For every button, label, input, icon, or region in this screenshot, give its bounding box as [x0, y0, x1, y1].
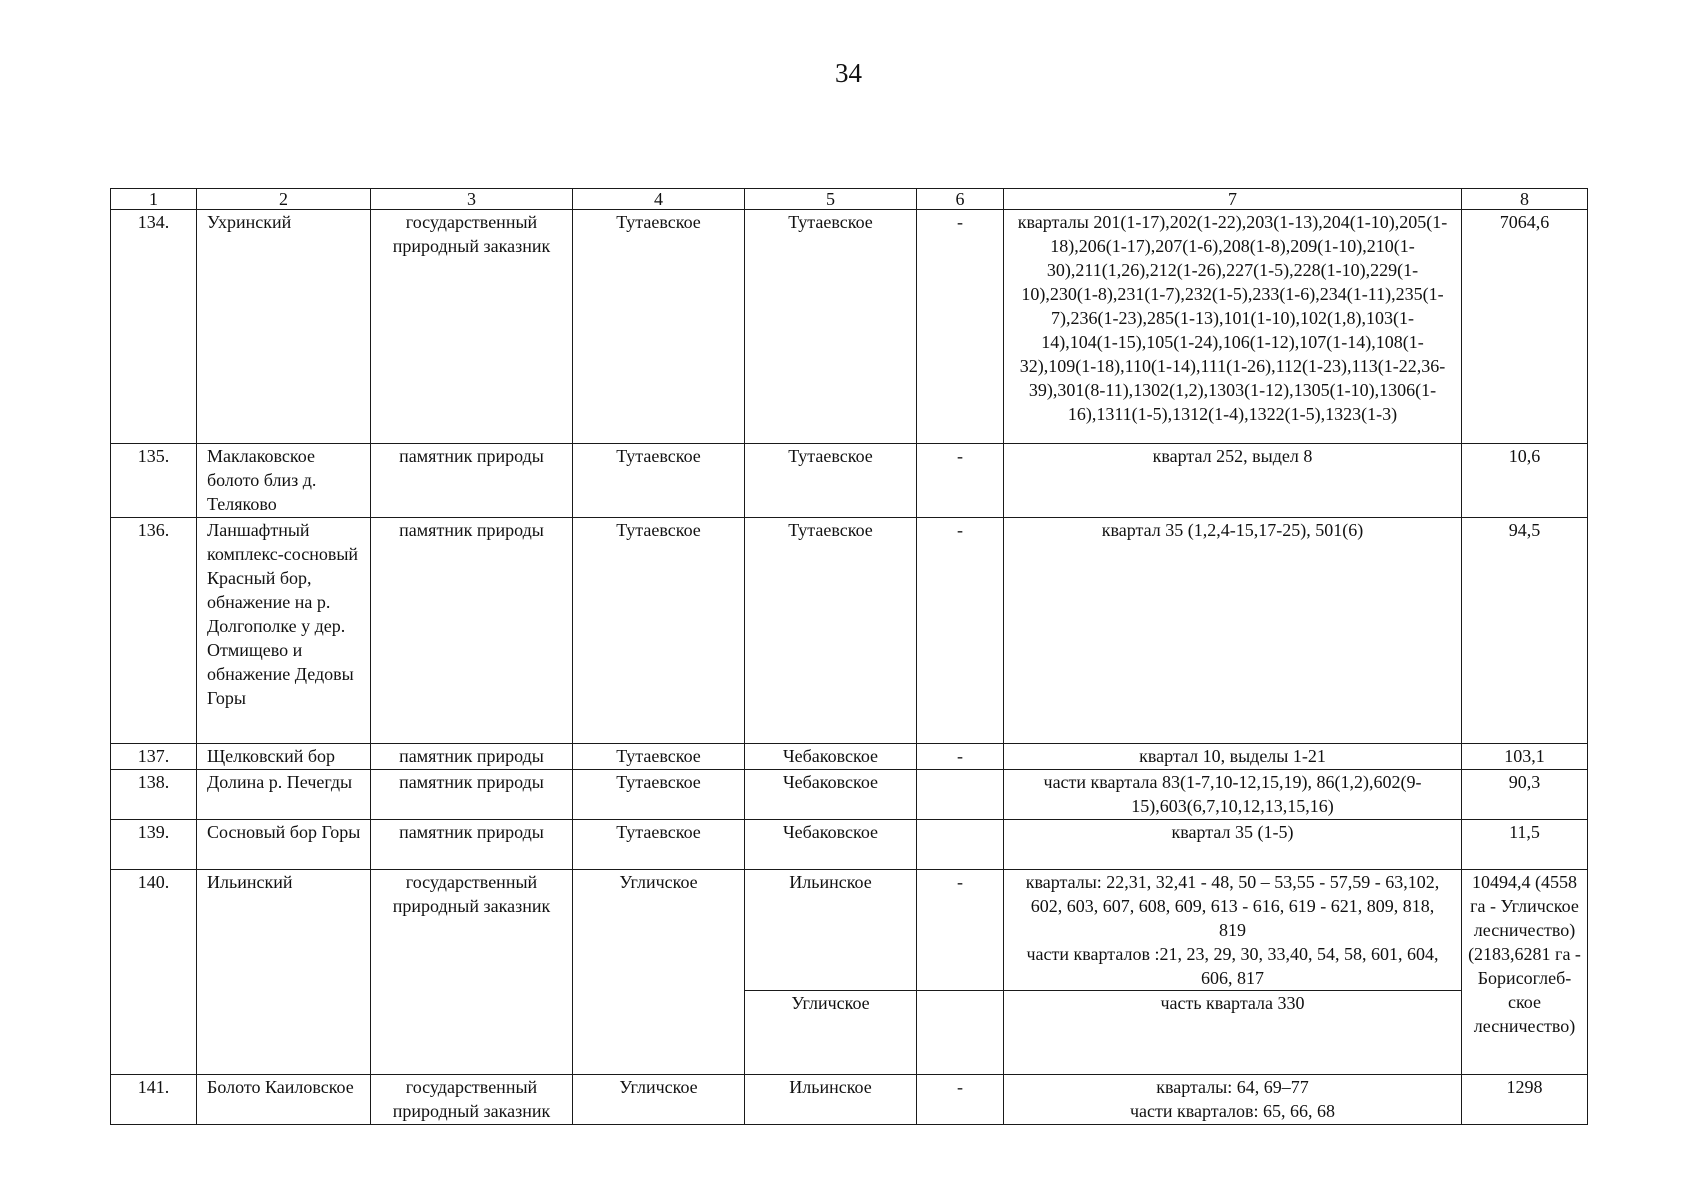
table-row: [111, 770, 1588, 820]
quarters: части квартала 83(1-7,10-12,15,19), 86(1,2),602(9-15),603(6,7,10,12,13,15,16): [1004, 770, 1462, 820]
quarters: квартал 10, выделы 1-21: [1004, 744, 1462, 770]
area-name: Ланшафтный комплекс-сосновый Красный бор, обнажение на р. Долгополке у дер. Отмищево и обнажение Дедовы Горы: [197, 518, 371, 744]
area-name: Ильинский: [197, 870, 371, 1075]
area-value: 10,6: [1462, 444, 1588, 518]
column-header: 7: [1004, 189, 1462, 210]
column-header: 2: [197, 189, 371, 210]
district: Тутаевское: [573, 210, 745, 444]
forestry: Ильинское: [745, 1075, 917, 1125]
area-category: государственный природный заказник: [371, 210, 573, 444]
quarters-full: кварталы: 64, 69–77: [1156, 1077, 1309, 1097]
column-header: 6: [917, 189, 1004, 210]
column-header: 5: [745, 189, 917, 210]
area-category: памятник природы: [371, 518, 573, 744]
column-header: 4: [573, 189, 745, 210]
area-value: 90,3: [1462, 770, 1588, 820]
area-name: Ухринский: [197, 210, 371, 444]
row-number: 141.: [111, 1075, 197, 1125]
page-number: 34: [835, 58, 862, 88]
table-row: [111, 444, 1588, 518]
table-row: [111, 210, 1588, 444]
quarters: кварталы 201(1-17),202(1-22),203(1-13),204(1-10),205(1-18),206(1-17),207(1-6),208(1-8),209(1-10),210(1-30),211(1,26),212(1-26),227(1-5),228(1-10),229(1-10),230(1-8),231(1-7),232(1-5),233(1-6),234(1-11),235(1-7),236(1-23),285(1-13),101(1-10),102(1,8),103(1-14),104(1-15),105(1-24),106(1-12),107(1-14),108(1-32),109(1-18),110(1-14),111(1-26),112(1-23),113(1-22,36-39),301(8-11),1302(1,2),1303(1-12),1305(1-10),1306(1-16),1311(1-5),1312(1-4),1322(1-5),1323(1-3): [1004, 210, 1462, 444]
area-value: 94,5: [1462, 518, 1588, 744]
area-value: 1298: [1462, 1075, 1588, 1125]
district: Тутаевское: [573, 820, 745, 870]
area-value: 103,1: [1462, 744, 1588, 770]
forestry: Угличское: [745, 991, 917, 1075]
row-number: 134.: [111, 210, 197, 444]
column-6: -: [917, 518, 1004, 744]
forestry: Чебаковское: [745, 820, 917, 870]
row-number: 135.: [111, 444, 197, 518]
table-row: [111, 744, 1588, 770]
forestry: Ильинское: [745, 870, 917, 991]
district: Тутаевское: [573, 444, 745, 518]
column-6: -: [917, 744, 1004, 770]
table-row: [111, 518, 1588, 744]
row-number: 139.: [111, 820, 197, 870]
column-header: 1: [111, 189, 197, 210]
table-row: [111, 820, 1588, 870]
table-row: [111, 1075, 1588, 1125]
row-number: 140.: [111, 870, 197, 1075]
column-6: [917, 991, 1004, 1075]
forestry: Тутаевское: [745, 444, 917, 518]
column-6: [917, 820, 1004, 870]
district: Тутаевское: [573, 770, 745, 820]
area-category: памятник природы: [371, 820, 573, 870]
area-value: 7064,6: [1462, 210, 1588, 444]
forestry: Чебаковское: [745, 744, 917, 770]
area-category: памятник природы: [371, 744, 573, 770]
quarters: [1004, 1075, 1462, 1125]
column-header: 3: [371, 189, 573, 210]
quarters-parts: части кварталов :21, 23, 29, 30, 33,40, 54, 58, 601, 604, 606, 817: [1026, 944, 1439, 988]
quarters-full: кварталы: 22,31, 32,41 - 48, 50 – 53,55 - 57,59 - 63,102, 602, 603, 607, 608, 609, 613 - 616, 619 - 621, 809, 818, 819: [1025, 872, 1440, 940]
area-category: государственный природный заказник: [371, 870, 573, 1075]
row-number: 137.: [111, 744, 197, 770]
district: Угличское: [573, 870, 745, 1075]
area-name: Болото Каиловское: [197, 1075, 371, 1125]
quarters: [1004, 870, 1462, 991]
district: Тутаевское: [573, 744, 745, 770]
area-name: Долина р. Печегды: [197, 770, 371, 820]
area-value: 10494,4 (4558 га - Угличское лесничество) (2183,6281 га - Борисоглеб-ское лесничество): [1462, 870, 1588, 1075]
protected-areas-table: [110, 188, 1588, 1125]
row-number: 138.: [111, 770, 197, 820]
column-6: -: [917, 210, 1004, 444]
district: Тутаевское: [573, 518, 745, 744]
area-name: Сосновый бор Горы: [197, 820, 371, 870]
column-6: -: [917, 444, 1004, 518]
row-number: 136.: [111, 518, 197, 744]
forestry: Тутаевское: [745, 518, 917, 744]
forestry: Тутаевское: [745, 210, 917, 444]
table-row: [111, 870, 1588, 991]
quarters: квартал 35 (1,2,4-15,17-25), 501(6): [1004, 518, 1462, 744]
column-6: [917, 770, 1004, 820]
district: Угличское: [573, 1075, 745, 1125]
area-value: 11,5: [1462, 820, 1588, 870]
column-header: 8: [1462, 189, 1588, 210]
column-6: -: [917, 1075, 1004, 1125]
quarters: часть квартала 330: [1004, 991, 1462, 1075]
area-name: Щелковский бор: [197, 744, 371, 770]
quarters: квартал 35 (1-5): [1004, 820, 1462, 870]
quarters-parts: части кварталов: 65, 66, 68: [1129, 1101, 1335, 1121]
forestry: Чебаковское: [745, 770, 917, 820]
area-category: памятник природы: [371, 770, 573, 820]
area-category: памятник природы: [371, 444, 573, 518]
area-name: Маклаковское болото близ д. Теляково: [197, 444, 371, 518]
area-category: государственный природный заказник: [371, 1075, 573, 1125]
column-header-row: [111, 189, 1588, 210]
quarters: квартал 252, выдел 8: [1004, 444, 1462, 518]
column-6: -: [917, 870, 1004, 991]
